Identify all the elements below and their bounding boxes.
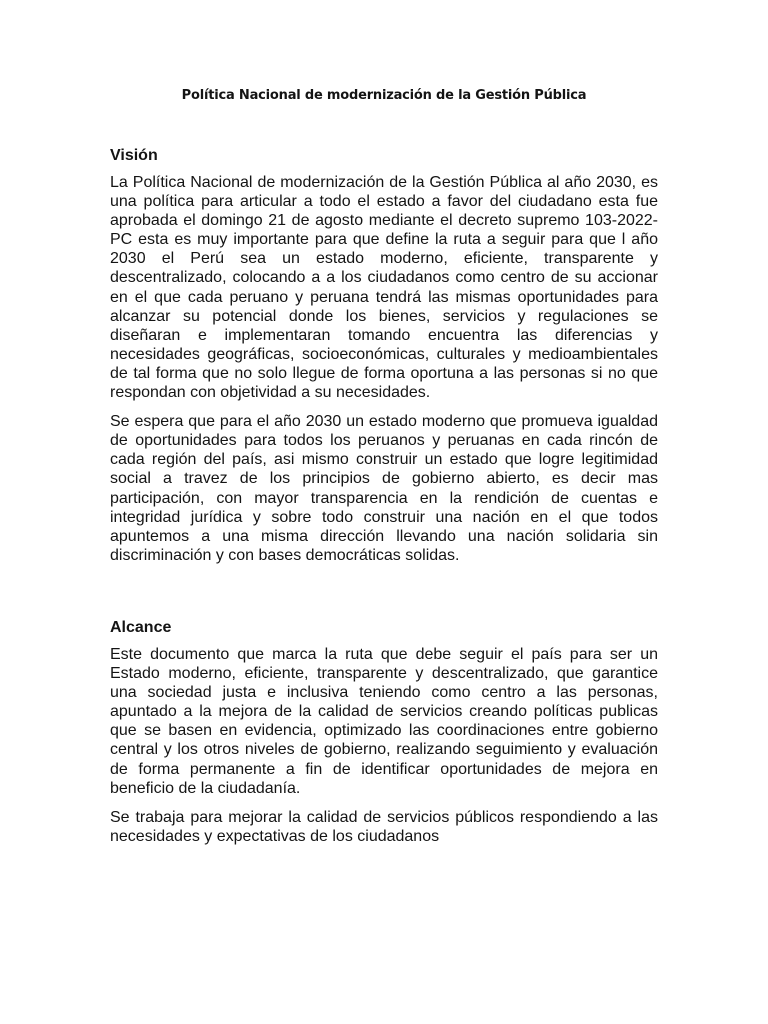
section-heading-alcance: Alcance xyxy=(110,619,172,636)
vision-paragraph-1: La Política Nacional de modernización de la Gestión Pública al año 2030, es una política para articular a todo el estado a favor del ciudadano esta fue aprobada el domingo 21 de agosto mediante el decreto supremo 103-2022-PC esta es muy importante para que define la ruta a seguir para que l año 2030 el Perú sea un estado moderno, eficiente, transparente y descentralizado, colocando a a los ciudadanos como centro de su accionar en el que cada peruano y peruana tendrá las mismas oportunidades para alcanzar su potencial donde los bienes, servicios y regulaciones se diseñaran e implementaran tomando encuentra las diferencias y necesidades geográficas, socioeconómicas, culturales y medioambientales de tal forma que no solo llegue de forma oportuna a las personas si no que respondan con objetividad a su necesidades. xyxy=(110,174,658,402)
document-title: Política Nacional de modernización de la Gestión Pública xyxy=(181,88,587,103)
section-vision xyxy=(110,146,658,575)
vision-paragraph-2: Se espera que para el año 2030 un estado moderno que promueva igualdad de oportunidades para todos los peruanos y peruanas en cada rincón de cada región del país, asi mismo construir un estado que logre legitimidad social a travez de los principios de gobierno abierto, es decir mas participación, con mayor transparencia en la rendición de cuentas e integridad jurídica y sobre todo construir una nación en el que todos apuntemos a una misma dirección llevando una nación solidaria sin discriminación y con bases democráticas solidas. xyxy=(110,413,658,564)
section-heading-vision: Visión xyxy=(110,147,158,164)
alcance-paragraph-1: Este documento que marca la ruta que debe seguir el país para ser un Estado moderno, eficiente, transparente y descentralizado, que garantice una sociedad justa e inclusiva teniendo como centro a las personas, apuntado a la mejora de la calidad de servicios creando políticas publicas que se basen en evidencia, optimizado las coordinaciones entre gobierno central y los otros niveles de gobierno, realizando seguimiento y evaluación de forma permanente a fin de identificar oportunidades de mejora en beneficio de la ciudadanía. xyxy=(110,646,658,797)
alcance-paragraph-2: Se trabaja para mejorar la calidad de servicios públicos respondiendo a las necesidades y expectativas de los ciudadanos xyxy=(110,808,658,845)
section-alcance xyxy=(110,618,658,856)
